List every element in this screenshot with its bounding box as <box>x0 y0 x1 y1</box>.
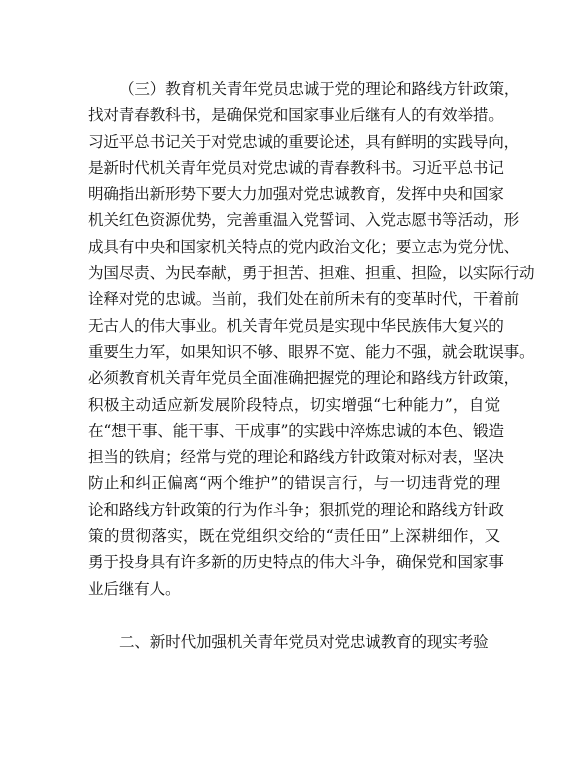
section-heading <box>88 629 500 655</box>
paragraph-line: 是新时代机关青年党员对党忠诚的青春教科书。习近平总书记 <box>88 158 504 177</box>
paragraph-line: 策的贯彻落实，既在党组织交给的“责任田”上深耕细作，又 <box>88 527 500 546</box>
body-paragraph <box>88 76 535 602</box>
paragraph-line: 必须教育机关青年党员全面准确把握党的理论和路线方针政策， <box>88 369 520 388</box>
paragraph-line: 勇于投身具有许多新的历史特点的伟大斗争，确保党和国家事 <box>88 553 504 572</box>
section-heading-text: 二、新时代加强机关青年党员对党忠诚教育的现实考验 <box>119 633 489 651</box>
paragraph-line: 无古人的伟大事业。机关青年党员是实现中华民族伟大复兴的 <box>88 316 504 335</box>
paragraph-line: 找对青春教科书，是确保党和国家事业后继有人的有效举措。 <box>88 106 504 125</box>
paragraph-line: 明确指出新形势下要大力加强对党忠诚教育，发挥中央和国家 <box>88 185 504 204</box>
paragraph-line: 积极主动适应新发展阶段特点，切实增强“七种能力”，自觉 <box>88 395 500 414</box>
paragraph-line: （三）教育机关青年党员忠诚于党的理论和路线方针政策， <box>119 80 520 98</box>
paragraph-line: 习近平总书记关于对党忠诚的重要论述，具有鲜明的实践导向， <box>88 132 520 151</box>
paragraph-line: 成具有中央和国家机关特点的党内政治文化；要立志为党分忧、 <box>88 237 520 256</box>
paragraph-line: 为国尽责、为民奉献，勇于担苦、担难、担重、担险，以实际行动 <box>88 264 535 283</box>
paragraph-line: 机关红色资源优势，完善重温入党誓词、入党志愿书等活动，形 <box>88 211 520 230</box>
paragraph-line: 担当的铁肩；经常与党的理论和路线方针政策对标对表，坚决 <box>88 448 504 467</box>
paragraph-line: 业后继有人。 <box>88 579 181 598</box>
paragraph-line: 在“想干事、能干事、干成事”的实践中淬炼忠诚的本色、锻造 <box>88 421 504 440</box>
paragraph-line: 诠释对党的忠诚。当前，我们处在前所未有的变革时代，干着前 <box>88 290 520 309</box>
paragraph-line: 论和路线方针政策的行为作斗争；狠抓党的理论和路线方针政 <box>88 500 504 519</box>
paragraph-line: 重要生力军，如果知识不够、眼界不宽、能力不强，就会耽误事。 <box>88 342 535 361</box>
paragraph-line: 防止和纠正偏离“两个维护”的错误言行，与一切违背党的理 <box>88 474 500 493</box>
